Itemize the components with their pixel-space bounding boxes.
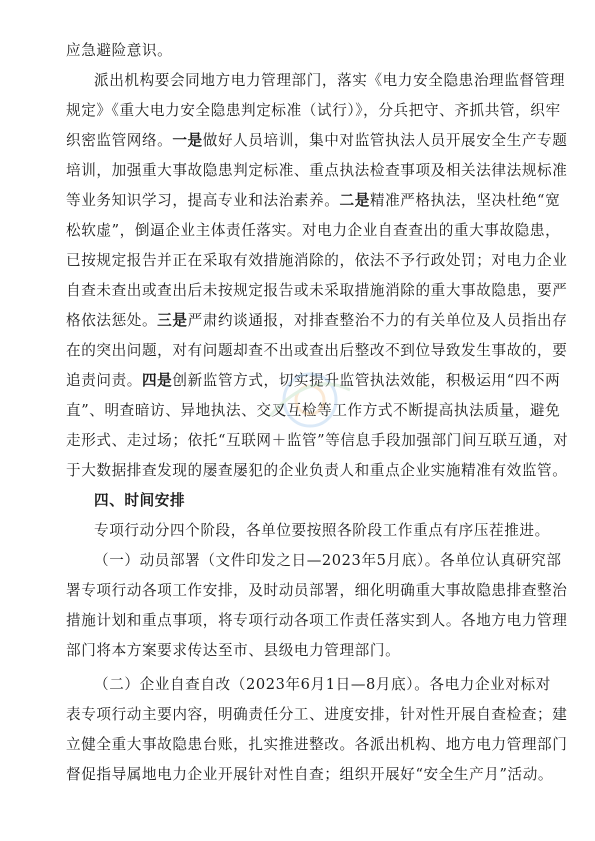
text-line: 专项行动分四个阶段，各单位要按照各阶段工作重点有序压茬推进。 xyxy=(94,522,550,539)
text-line: 织密监管网络。一是做好人员培训，集中对监管执法人员开展安全生产专题 xyxy=(66,132,568,149)
text-line: 直”、明查暗访、异地执法、交叉互检等工作方式不断提高执法质量，避免 xyxy=(66,402,561,419)
bold-marker: 四是 xyxy=(141,372,173,389)
text-line: 等业务知识学习，提高专业和法治素养。二是精准严格执法，坚决杜绝“宽 xyxy=(66,192,561,209)
text-line: 追责问责。四是创新监管方式，切实提升监管执法效能，积极运用“四不两 xyxy=(66,372,561,389)
text-line: 派出机构要会同地方电力管理部门，落实《电力安全隐患治理监督管理 xyxy=(94,72,566,89)
text-line: 措施计划和重点事项，将专项行动各项工作责任落实到人。各地方电力管理 xyxy=(66,612,568,629)
bold-marker: 二是 xyxy=(339,192,370,209)
bold-marker: 三是 xyxy=(157,312,188,329)
text-line: 表专项行动主要内容，明确责任分工、进度安排，针对性开展自查检查；建 xyxy=(66,706,568,723)
text-line: 培训，加强重大事故隐患判定标准、重点执法检查事项及相关法律法规标准 xyxy=(66,162,568,179)
text-line: 部门将本方案要求传达至市、县级电力管理部门。 xyxy=(66,642,401,659)
text-line: 规定》《重大电力安全隐患判定标准（试行）》，分兵把守、齐抓共管，织牢 xyxy=(66,102,561,119)
text-line: 格依法惩处。三是严肃约谈通报，对排查整治不力的有关单位及人员指出存 xyxy=(66,312,568,329)
text-line: 自查未查出或查出后未按规定报告或未采取措施消除的重大事故隐患，要严 xyxy=(66,282,568,299)
text-line: 已按规定报告并正在采取有效措施消除的，依法不予行政处罚；对电力企业 xyxy=(66,252,568,269)
bold-marker: 一是 xyxy=(172,132,203,149)
text-line: 松软虚”，倒逼企业主体责任落实。对电力企业自查查出的重大事故隐患， xyxy=(66,222,561,239)
text-line: 在的突出问题，对有问题却查不出或查出后整改不到位导致发生事故的，要 xyxy=(66,342,568,359)
text-line: 于大数据排查发现的屡查屡犯的企业负责人和重点企业实施精准有效监管。 xyxy=(66,462,568,479)
text-line: 走形式、走过场；依托“互联网＋监管”等信息手段加强部门间互联互通，对 xyxy=(66,432,569,449)
text-line: 立健全重大事故隐患台账，扎实推进整改。各派出机构、地方电力管理部门 xyxy=(66,736,568,753)
text-line: （二）企业自查自改（2023年6月1日—8月底）。各电力企业对标对 xyxy=(94,676,551,693)
text-line: 应急避险意识。 xyxy=(66,42,173,59)
text-line: （一）动员部署（文件印发之日—2023年5月底）。各单位认真研究部 xyxy=(94,552,562,569)
text-line: 署专项行动各项工作安排，及时动员部署，细化明确重大事故隐患排查整治 xyxy=(66,582,568,599)
section-heading: 四、时间安排 xyxy=(94,492,186,509)
text-line: 督促指导属地电力企业开展针对性自查；组织开展好“安全生产月”活动。 xyxy=(66,766,554,783)
